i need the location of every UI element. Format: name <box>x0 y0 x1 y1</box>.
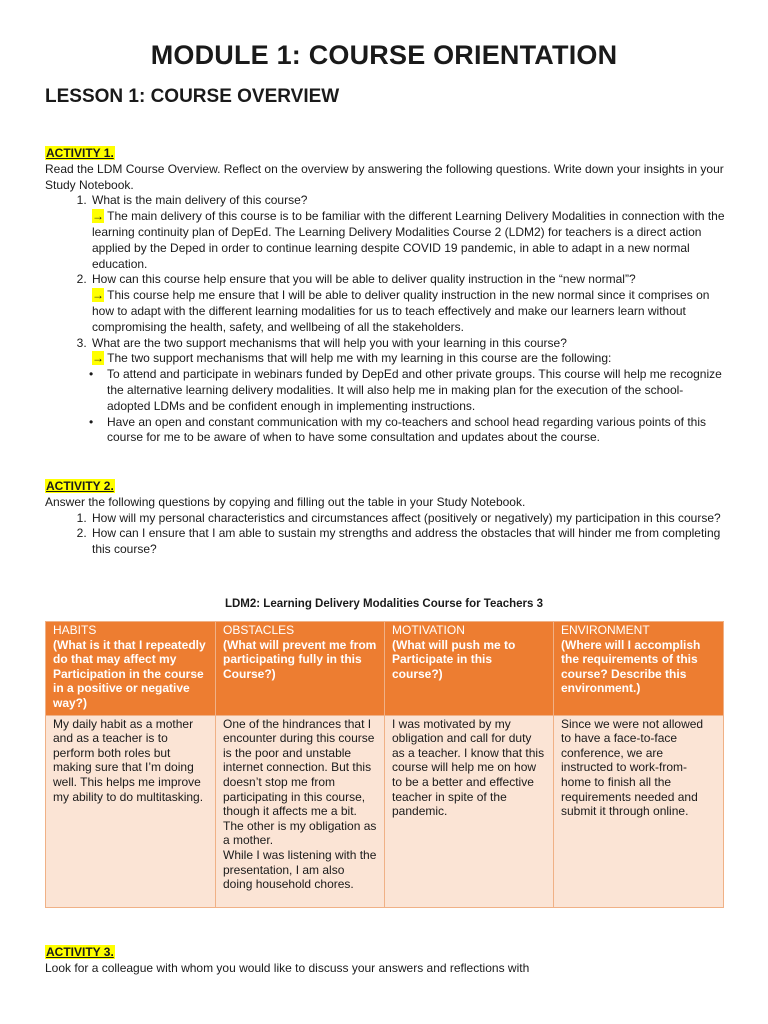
answer-2 <box>92 288 725 335</box>
arrow-icon: → <box>92 209 104 224</box>
question-2: 2. How can I ensure that I am able to sustain my strengths and address the obstacles that will hinder me from completing this course? <box>90 526 725 558</box>
arrow-icon: → <box>92 351 104 366</box>
answer-1 <box>92 209 725 272</box>
question-3-text: What are the two support mechanisms that will help you with your learning in this course? <box>92 335 567 350</box>
reflection-table <box>45 621 724 908</box>
arrow-icon: → <box>92 288 104 303</box>
lesson-title: LESSON 1: COURSE OVERVIEW <box>45 86 340 107</box>
cell-environment: Since we were not allowed to have a face-to-face conference, we are instructed to work-from-home to finish all the requirements needed and submit it through online. <box>554 715 724 907</box>
cell-habits: My daily habit as a mother and as a teacher is to perform both roles but making sure that I’m doing well. This helps me improve my ability to do multitasking. <box>46 715 216 907</box>
answer-3-text: The two support mechanisms that will help me with my learning in this course are the following: <box>107 351 612 366</box>
table-row <box>46 715 724 907</box>
support-mechanisms-list <box>45 367 725 446</box>
header-habits: HABITS (What is it that I repeatedly do that may affect my Participation in the course in a positive or negative way?) <box>46 622 216 716</box>
activity-2-section <box>45 479 725 558</box>
activity-3-intro: Look for a colleague with whom you would like to discuss your answers and reflections with <box>45 960 530 975</box>
question-2-text: How can this course help ensure that you will be able to deliver quality instruction in the “new normal”? <box>92 272 636 287</box>
table-caption: LDM2: Learning Delivery Modalities Course for Teachers 3 <box>224 598 544 610</box>
answer-2-text: This course help me ensure that I will be able to deliver quality instruction in the new normal since it comprises on how to adapt with the different learning modalities for us to teach effectively and make our learners learn without compromising the health, safety, and wellbeing of all the stakeholders. <box>92 288 710 334</box>
answer-1-text: The main delivery of this course is to be familiar with the different Learning Delivery Modalities in connection with the learning continuity plan of DepEd. The Learning Delivery Modalities Course 2 (LDM2) for teachers is a direct action applied by the Deped in order to continue learning despite COVID 19 pandemic, in able to adapt in a new normal education. <box>92 209 725 271</box>
module-title: MODULE 1: COURSE ORIENTATION <box>150 40 618 70</box>
activity-2-questions <box>45 511 725 558</box>
bullet-icon: • <box>89 367 94 382</box>
list-item: • Have an open and constant communication with my co-teachers and school head regarding various points of this course for me to be aware of when to have some consultation and updates about the course. <box>89 414 707 445</box>
header-motivation: MOTIVATION (What will push me to Participate in this course?) <box>385 622 554 716</box>
activity-1-intro: Read the LDM Course Overview. Reflect on the overview by answering the following questions. Write down your insights in your Study Notebook. <box>45 161 724 192</box>
header-environment: ENVIRONMENT (Where will I accomplish the requirements of this course? Describe this environment.) <box>554 622 724 716</box>
activity-1-section <box>45 146 725 446</box>
question-1-text: What is the main delivery of this course? <box>92 193 308 208</box>
table-header-row <box>46 622 724 716</box>
activity-3-label: ACTIVITY 3. <box>46 945 114 959</box>
bullet-icon: • <box>89 414 94 429</box>
activity-1-label: ACTIVITY 1. <box>46 146 114 160</box>
question-2 <box>90 272 725 335</box>
activity-1-questions <box>45 193 725 367</box>
header-obstacles: OBSTACLES (What will prevent me from participating fully in this Course?) <box>216 622 385 716</box>
activity-3-section <box>45 945 725 977</box>
question-3 <box>90 336 725 368</box>
list-item: • To attend and participate in webinars funded by DepEd and other private groups. This course will help me recognize the alternative learning delivery modalities. It will also help me in making plan for the execution of the school-adopted LDMs and be confident enough in implementing instructions. <box>89 367 722 413</box>
question-1 <box>90 193 725 272</box>
cell-motivation: I was motivated by my obligation and call for duty as a teacher. I know that this course will help me on how to be a better and effective teacher in spite of the pandemic. <box>385 715 554 907</box>
question-1: 1. How will my personal characteristics and circumstances affect (positively or negatively) my participation in this course? <box>90 511 725 527</box>
answer-3 <box>92 351 725 367</box>
activity-2-label: ACTIVITY 2. <box>46 479 114 493</box>
activity-2-intro: Answer the following questions by copying and filling out the table in your Study Notebook. <box>45 494 526 509</box>
cell-obstacles: One of the hindrances that I encounter during this course is the poor and unstable internet connection. But this doesn’t stop me from participating in this course, though it affects me a bit. The other is my obligation as a mother. While I was listening with the presentation, I am also doing household chores. <box>216 715 385 907</box>
